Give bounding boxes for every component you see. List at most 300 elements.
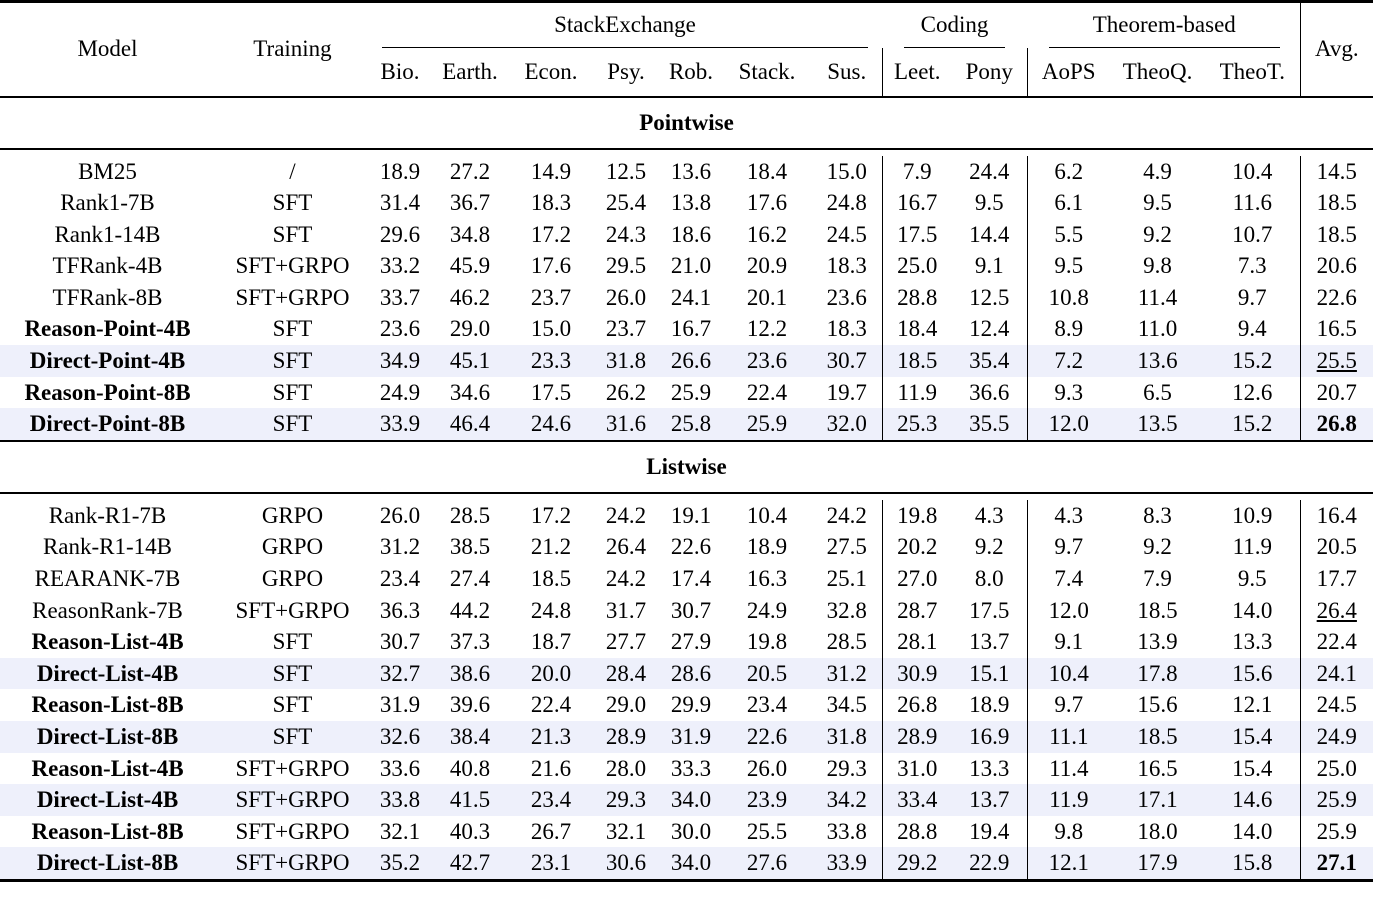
avg-value: 16.4 [1316, 502, 1357, 528]
cell-aops: 4.3 [1027, 500, 1110, 532]
cell-training: SFT+GRPO [215, 847, 370, 880]
cell-stack: 20.1 [746, 284, 788, 310]
cell-rob: 29.9 [670, 692, 712, 718]
cell-model: Reason-List-8B [31, 818, 184, 844]
table-row [0, 563, 1373, 595]
cell-stack: 20.5 [722, 658, 812, 690]
cell-sus: 30.7 [812, 345, 882, 377]
cell-stack: 25.5 [746, 818, 788, 844]
cell-econ: 21.3 [510, 721, 592, 753]
cell-pony: 12.5 [969, 284, 1010, 310]
cell-model: Rank1-7B [60, 190, 155, 216]
cell-psy: 25.4 [605, 190, 647, 216]
cell-training: SFT+GRPO [235, 284, 350, 310]
cell-earth: 40.3 [449, 818, 491, 844]
cell-model: Direct-List-4B [0, 658, 215, 690]
cell-theoq: 7.9 [1143, 566, 1172, 592]
cell-stack: 16.2 [746, 221, 788, 247]
cell-pony: 13.3 [969, 755, 1010, 781]
cell-model: TFRank-4B [52, 253, 163, 279]
cell-leet: 28.9 [882, 721, 952, 753]
cell-psy: 24.2 [605, 566, 647, 592]
coding-underline [904, 9, 1005, 48]
cell-aops: 11.9 [1027, 784, 1110, 816]
cell-leet: 26.8 [882, 689, 952, 721]
cell-psy: 28.9 [592, 721, 660, 753]
cell-theot: 7.3 [1237, 253, 1267, 279]
cell-pony: 9.2 [974, 534, 1004, 560]
header-col-aops: AoPS [1027, 48, 1110, 97]
table-row [0, 595, 1373, 627]
coding-label: Coding [920, 11, 989, 37]
cell-aops: 9.1 [1027, 626, 1110, 658]
cell-earth: 38.6 [430, 658, 510, 690]
cell-avg [1300, 753, 1373, 785]
cell-earth: 27.4 [449, 566, 491, 592]
cell-leet: 20.2 [882, 531, 952, 563]
table-row [0, 721, 1373, 753]
cell-aops: 6.2 [1027, 156, 1110, 188]
cell-earth: 34.6 [449, 379, 491, 405]
header-col-theoq: TheoQ. [1122, 58, 1193, 84]
cell-avg [1300, 847, 1373, 880]
avg-value: 20.5 [1316, 534, 1357, 560]
cell-training: SFT+GRPO [235, 755, 350, 781]
cell-sus: 23.6 [826, 284, 867, 310]
cell-bio: 29.6 [379, 221, 421, 247]
cell-stack: 23.6 [722, 345, 812, 377]
cell-bio: 23.6 [379, 316, 421, 342]
avg-value: 25.9 [1316, 787, 1357, 813]
cell-model: REARANK-7B [34, 566, 181, 592]
cell-aops: 12.0 [1027, 595, 1110, 627]
cell-leet: 19.8 [882, 500, 952, 532]
cell-psy: 31.6 [592, 408, 660, 441]
cell-rob: 17.4 [670, 566, 712, 592]
cell-pony: 9.1 [974, 253, 1004, 279]
cell-sus: 15.0 [826, 158, 867, 184]
cell-econ: 23.3 [510, 345, 592, 377]
cell-avg [1300, 345, 1373, 377]
table-row [0, 500, 1373, 532]
cell-psy: 28.4 [592, 658, 660, 690]
cell-stack: 17.6 [746, 190, 788, 216]
cell-psy: 29.3 [592, 784, 660, 816]
table-row [0, 250, 1373, 282]
cell-avg [1300, 313, 1373, 345]
cell-pony: 24.4 [969, 158, 1010, 184]
table-row [0, 753, 1373, 785]
cell-avg [1300, 187, 1373, 219]
cell-theoq: 4.9 [1143, 158, 1172, 184]
section-rule [0, 149, 1373, 156]
table-row [0, 658, 1373, 690]
cell-psy: 31.7 [605, 597, 647, 623]
table-row [0, 626, 1373, 658]
cell-sus: 32.8 [826, 597, 867, 623]
cell-pony: 35.5 [952, 408, 1027, 441]
header-group-row [0, 2, 1373, 48]
cell-leet: 28.8 [882, 282, 952, 314]
avg-value: 24.5 [1316, 692, 1357, 718]
cell-econ: 23.1 [510, 847, 592, 880]
cell-sus: 33.9 [812, 847, 882, 880]
cell-rob: 16.7 [670, 316, 712, 342]
cell-training: SFT [272, 379, 313, 405]
cell-theot: 9.5 [1237, 566, 1267, 592]
cell-econ: 17.6 [530, 253, 572, 279]
cell-earth: 46.2 [449, 284, 491, 310]
cell-theoq: 13.5 [1110, 408, 1205, 441]
avg-value: 22.4 [1316, 629, 1357, 655]
cell-bio: 32.1 [379, 818, 421, 844]
cell-model: Reason-List-4B [31, 755, 184, 781]
cell-psy: 29.5 [605, 253, 647, 279]
cell-bio: 31.2 [379, 534, 421, 560]
cell-leet: 18.4 [882, 313, 952, 345]
cell-sus: 24.2 [826, 502, 867, 528]
avg-value: 25.9 [1316, 818, 1357, 844]
cell-psy: 30.6 [592, 847, 660, 880]
cell-model: Direct-List-4B [0, 784, 215, 816]
cell-training: SFT [272, 316, 313, 342]
table-row [0, 408, 1373, 441]
cell-pony: 16.9 [952, 721, 1027, 753]
table-row [0, 816, 1373, 848]
cell-econ: 24.8 [530, 597, 572, 623]
cell-aops: 11.1 [1027, 721, 1110, 753]
cell-theot: 15.4 [1205, 721, 1300, 753]
cell-econ: 18.7 [530, 629, 572, 655]
cell-model: Reason-List-4B [31, 629, 184, 655]
cell-earth: 28.5 [449, 502, 491, 528]
cell-model: TFRank-8B [52, 284, 163, 310]
cell-pony: 19.4 [969, 818, 1010, 844]
cell-theoq: 17.8 [1110, 658, 1205, 690]
avg-value: 18.5 [1316, 190, 1357, 216]
cell-econ: 18.5 [530, 566, 572, 592]
theorem-label: Theorem-based [1092, 11, 1236, 37]
cell-bio: 36.3 [379, 597, 421, 623]
cell-rob: 28.6 [660, 658, 722, 690]
cell-theoq: 8.3 [1143, 502, 1172, 528]
cell-theot: 14.0 [1232, 818, 1273, 844]
header-col-bio: Bio. [380, 58, 420, 84]
cell-theoq: 9.2 [1143, 221, 1172, 247]
table-row [0, 156, 1373, 188]
cell-earth: 41.5 [430, 784, 510, 816]
cell-earth: 39.6 [449, 692, 491, 718]
table-row [0, 689, 1373, 721]
cell-rob: 25.9 [670, 379, 712, 405]
cell-rob: 13.8 [670, 190, 712, 216]
table-row [0, 377, 1373, 409]
cell-bio: 34.9 [370, 345, 430, 377]
cell-aops: 9.7 [1027, 689, 1110, 721]
table-row [0, 313, 1373, 345]
cell-econ: 21.2 [530, 534, 572, 560]
header-training: Training [253, 36, 332, 62]
cell-earth: 34.8 [449, 221, 491, 247]
cell-theot: 15.4 [1232, 755, 1273, 781]
cell-leet: 18.5 [882, 345, 952, 377]
cell-training: SFT [215, 721, 370, 753]
cell-pony: 4.3 [974, 502, 1004, 528]
cell-leet: 16.7 [882, 187, 952, 219]
avg-value: 16.5 [1316, 316, 1357, 342]
cell-bio: 32.7 [370, 658, 430, 690]
cell-aops: 7.4 [1027, 563, 1110, 595]
cell-earth: 27.2 [449, 158, 491, 184]
cell-theot: 9.7 [1237, 284, 1267, 310]
cell-stack: 25.9 [722, 408, 812, 441]
avg-value: 25.0 [1316, 755, 1357, 781]
cell-earth: 45.9 [449, 253, 491, 279]
header-col-leet: Leet. [882, 48, 952, 97]
cell-theot: 11.6 [1232, 190, 1272, 216]
cell-stack: 16.3 [746, 566, 788, 592]
cell-earth: 38.5 [449, 534, 491, 560]
cell-rob: 19.1 [670, 502, 712, 528]
cell-avg [1300, 816, 1373, 848]
cell-theoq: 13.9 [1137, 629, 1178, 655]
cell-stack: 22.4 [746, 379, 788, 405]
cell-theoq: 17.1 [1110, 784, 1205, 816]
cell-training: SFT+GRPO [235, 597, 350, 623]
cell-model: Rank1-14B [54, 221, 161, 247]
cell-stack: 10.4 [746, 502, 788, 528]
cell-avg [1300, 784, 1373, 816]
cell-theot: 15.8 [1205, 847, 1300, 880]
header-col-rob: Rob. [668, 58, 714, 84]
header-model: Model [77, 36, 138, 62]
cell-bio: 24.9 [379, 379, 421, 405]
cell-leet: 27.0 [882, 563, 952, 595]
table-header [0, 2, 1373, 97]
table-body [0, 97, 1373, 881]
cell-earth: 38.4 [430, 721, 510, 753]
cell-pony: 14.4 [969, 221, 1010, 247]
cell-bio: 33.7 [379, 284, 421, 310]
cell-econ: 22.4 [530, 692, 572, 718]
cell-rob: 34.0 [660, 784, 722, 816]
avg-value: 24.1 [1316, 660, 1357, 686]
cell-rob: 21.0 [670, 253, 712, 279]
header-col-theot: TheoT. [1219, 58, 1285, 84]
cell-training: SFT+GRPO [215, 784, 370, 816]
cell-bio: 18.9 [379, 158, 421, 184]
cell-stack: 12.2 [746, 316, 788, 342]
header-group-coding [882, 2, 1027, 48]
cell-psy: 26.2 [605, 379, 647, 405]
cell-sus: 31.2 [812, 658, 882, 690]
stackexchange-label: StackExchange [554, 11, 696, 37]
cell-stack: 23.9 [722, 784, 812, 816]
cell-bio: 26.0 [379, 502, 421, 528]
cell-psy: 24.2 [605, 502, 647, 528]
cell-avg [1300, 531, 1373, 563]
cell-pony: 12.4 [969, 316, 1010, 342]
cell-bio: 30.7 [379, 629, 421, 655]
cell-bio: 35.2 [370, 847, 430, 880]
cell-leet: 25.0 [882, 250, 952, 282]
cell-earth: 40.8 [449, 755, 491, 781]
cell-rob: 24.1 [670, 284, 712, 310]
cell-theoq: 18.5 [1137, 597, 1178, 623]
cell-pony: 9.5 [974, 190, 1004, 216]
cell-leet: 28.7 [882, 595, 952, 627]
cell-training: SFT+GRPO [235, 253, 350, 279]
cell-leet: 29.2 [882, 847, 952, 880]
cell-earth: 36.7 [449, 190, 491, 216]
cell-theot: 12.1 [1232, 692, 1273, 718]
cell-model: Reason-List-8B [31, 692, 184, 718]
cell-theoq: 16.5 [1137, 755, 1178, 781]
table-row [0, 282, 1373, 314]
cell-psy: 26.0 [605, 284, 647, 310]
cell-psy: 23.7 [605, 316, 647, 342]
stackexchange-underline [382, 9, 868, 48]
cell-training: SFT+GRPO [235, 818, 350, 844]
cell-stack: 20.9 [746, 253, 788, 279]
cell-bio: 23.4 [379, 566, 421, 592]
cell-econ: 17.2 [530, 221, 572, 247]
cell-training: SFT [272, 629, 313, 655]
cell-avg [1300, 689, 1373, 721]
cell-theoq: 9.5 [1143, 190, 1172, 216]
cell-earth: 29.0 [449, 316, 491, 342]
cell-theot: 10.9 [1232, 502, 1273, 528]
cell-psy: 12.5 [605, 158, 647, 184]
header-col-econ: Econ. [524, 58, 578, 84]
section-rule [0, 493, 1373, 500]
cell-avg [1300, 500, 1373, 532]
cell-sus: 33.8 [826, 818, 867, 844]
cell-leet: 33.4 [882, 784, 952, 816]
cell-aops: 11.4 [1027, 753, 1110, 785]
cell-model: Direct-Point-8B [0, 408, 215, 441]
cell-leet: 31.0 [882, 753, 952, 785]
cell-leet: 30.9 [882, 658, 952, 690]
cell-sus: 31.8 [812, 721, 882, 753]
cell-theot: 15.6 [1205, 658, 1300, 690]
cell-model: Direct-List-8B [0, 847, 215, 880]
cell-pony: 22.9 [952, 847, 1027, 880]
cell-aops: 9.3 [1027, 377, 1110, 409]
avg-value: 20.6 [1316, 253, 1357, 279]
cell-psy: 31.8 [592, 345, 660, 377]
cell-sus: 32.0 [812, 408, 882, 441]
cell-theoq: 9.8 [1143, 253, 1172, 279]
cell-psy: 26.4 [605, 534, 647, 560]
table-row [0, 847, 1373, 880]
cell-model: Rank-R1-7B [48, 502, 167, 528]
cell-econ: 18.3 [530, 190, 572, 216]
cell-theot: 10.4 [1232, 158, 1273, 184]
cell-pony: 18.9 [969, 692, 1010, 718]
table-row [0, 531, 1373, 563]
header-group-stackexchange [370, 2, 882, 48]
cell-sus: 27.5 [826, 534, 867, 560]
section-header-row [0, 441, 1373, 493]
header-col-psy: Psy. [607, 58, 645, 84]
cell-model: Direct-List-8B [0, 721, 215, 753]
cell-theot: 15.2 [1205, 408, 1300, 441]
cell-avg [1300, 721, 1373, 753]
cell-bio: 31.4 [379, 190, 421, 216]
cell-sus: 24.8 [826, 190, 867, 216]
cell-theoq: 9.2 [1143, 534, 1172, 560]
cell-rob: 30.0 [670, 818, 712, 844]
cell-psy: 32.1 [605, 818, 647, 844]
cell-aops: 12.0 [1027, 408, 1110, 441]
cell-training: GRPO [261, 566, 324, 592]
cell-avg [1300, 626, 1373, 658]
cell-psy: 24.3 [605, 221, 647, 247]
cell-aops: 10.4 [1027, 658, 1110, 690]
cell-stack: 19.8 [746, 629, 788, 655]
cell-bio: 32.6 [370, 721, 430, 753]
cell-rob: 13.6 [670, 158, 712, 184]
cell-model: BM25 [78, 158, 137, 184]
cell-pony: 13.7 [969, 629, 1010, 655]
table-row [0, 187, 1373, 219]
cell-sus: 34.5 [826, 692, 867, 718]
header-col-pony: Pony [965, 58, 1013, 84]
header-col-sus: Sus. [827, 58, 867, 84]
table-row [0, 219, 1373, 251]
cell-psy: 28.0 [605, 755, 647, 781]
cell-stack: 18.4 [746, 158, 788, 184]
avg-value: 14.5 [1316, 158, 1357, 184]
cell-earth: 46.4 [430, 408, 510, 441]
cell-pony: 36.6 [969, 379, 1010, 405]
cell-theoq: 18.5 [1110, 721, 1205, 753]
cell-model: Reason-Point-4B [24, 316, 191, 342]
cell-bio: 33.8 [370, 784, 430, 816]
cell-training: SFT [215, 658, 370, 690]
section-header-row [0, 97, 1373, 149]
cell-theoq: 13.6 [1110, 345, 1205, 377]
cell-econ: 14.9 [530, 158, 572, 184]
cell-bio: 31.9 [379, 692, 421, 718]
cell-avg [1300, 408, 1373, 441]
cell-stack: 18.9 [746, 534, 788, 560]
cell-pony: 13.7 [952, 784, 1027, 816]
cell-theot: 12.6 [1232, 379, 1273, 405]
cell-leet: 7.9 [882, 156, 952, 188]
avg-value: 20.7 [1316, 379, 1357, 405]
cell-earth: 44.2 [449, 597, 491, 623]
cell-earth: 37.3 [449, 629, 491, 655]
cell-rob: 25.8 [660, 408, 722, 441]
cell-training: GRPO [261, 502, 324, 528]
table-row [0, 784, 1373, 816]
avg-value: 24.9 [1316, 724, 1357, 749]
header-group-theorem [1027, 2, 1300, 48]
cell-theot: 14.6 [1205, 784, 1300, 816]
avg-value: 26.8 [1316, 411, 1357, 437]
cell-econ: 24.6 [510, 408, 592, 441]
cell-stack: 24.9 [746, 597, 788, 623]
cell-theot: 11.9 [1232, 534, 1272, 560]
cell-stack: 23.4 [746, 692, 788, 718]
cell-model: Direct-Point-4B [0, 345, 215, 377]
cell-aops: 5.5 [1027, 219, 1110, 251]
cell-avg [1300, 156, 1373, 188]
cell-bio: 33.6 [379, 755, 421, 781]
cell-rob: 22.6 [670, 534, 712, 560]
